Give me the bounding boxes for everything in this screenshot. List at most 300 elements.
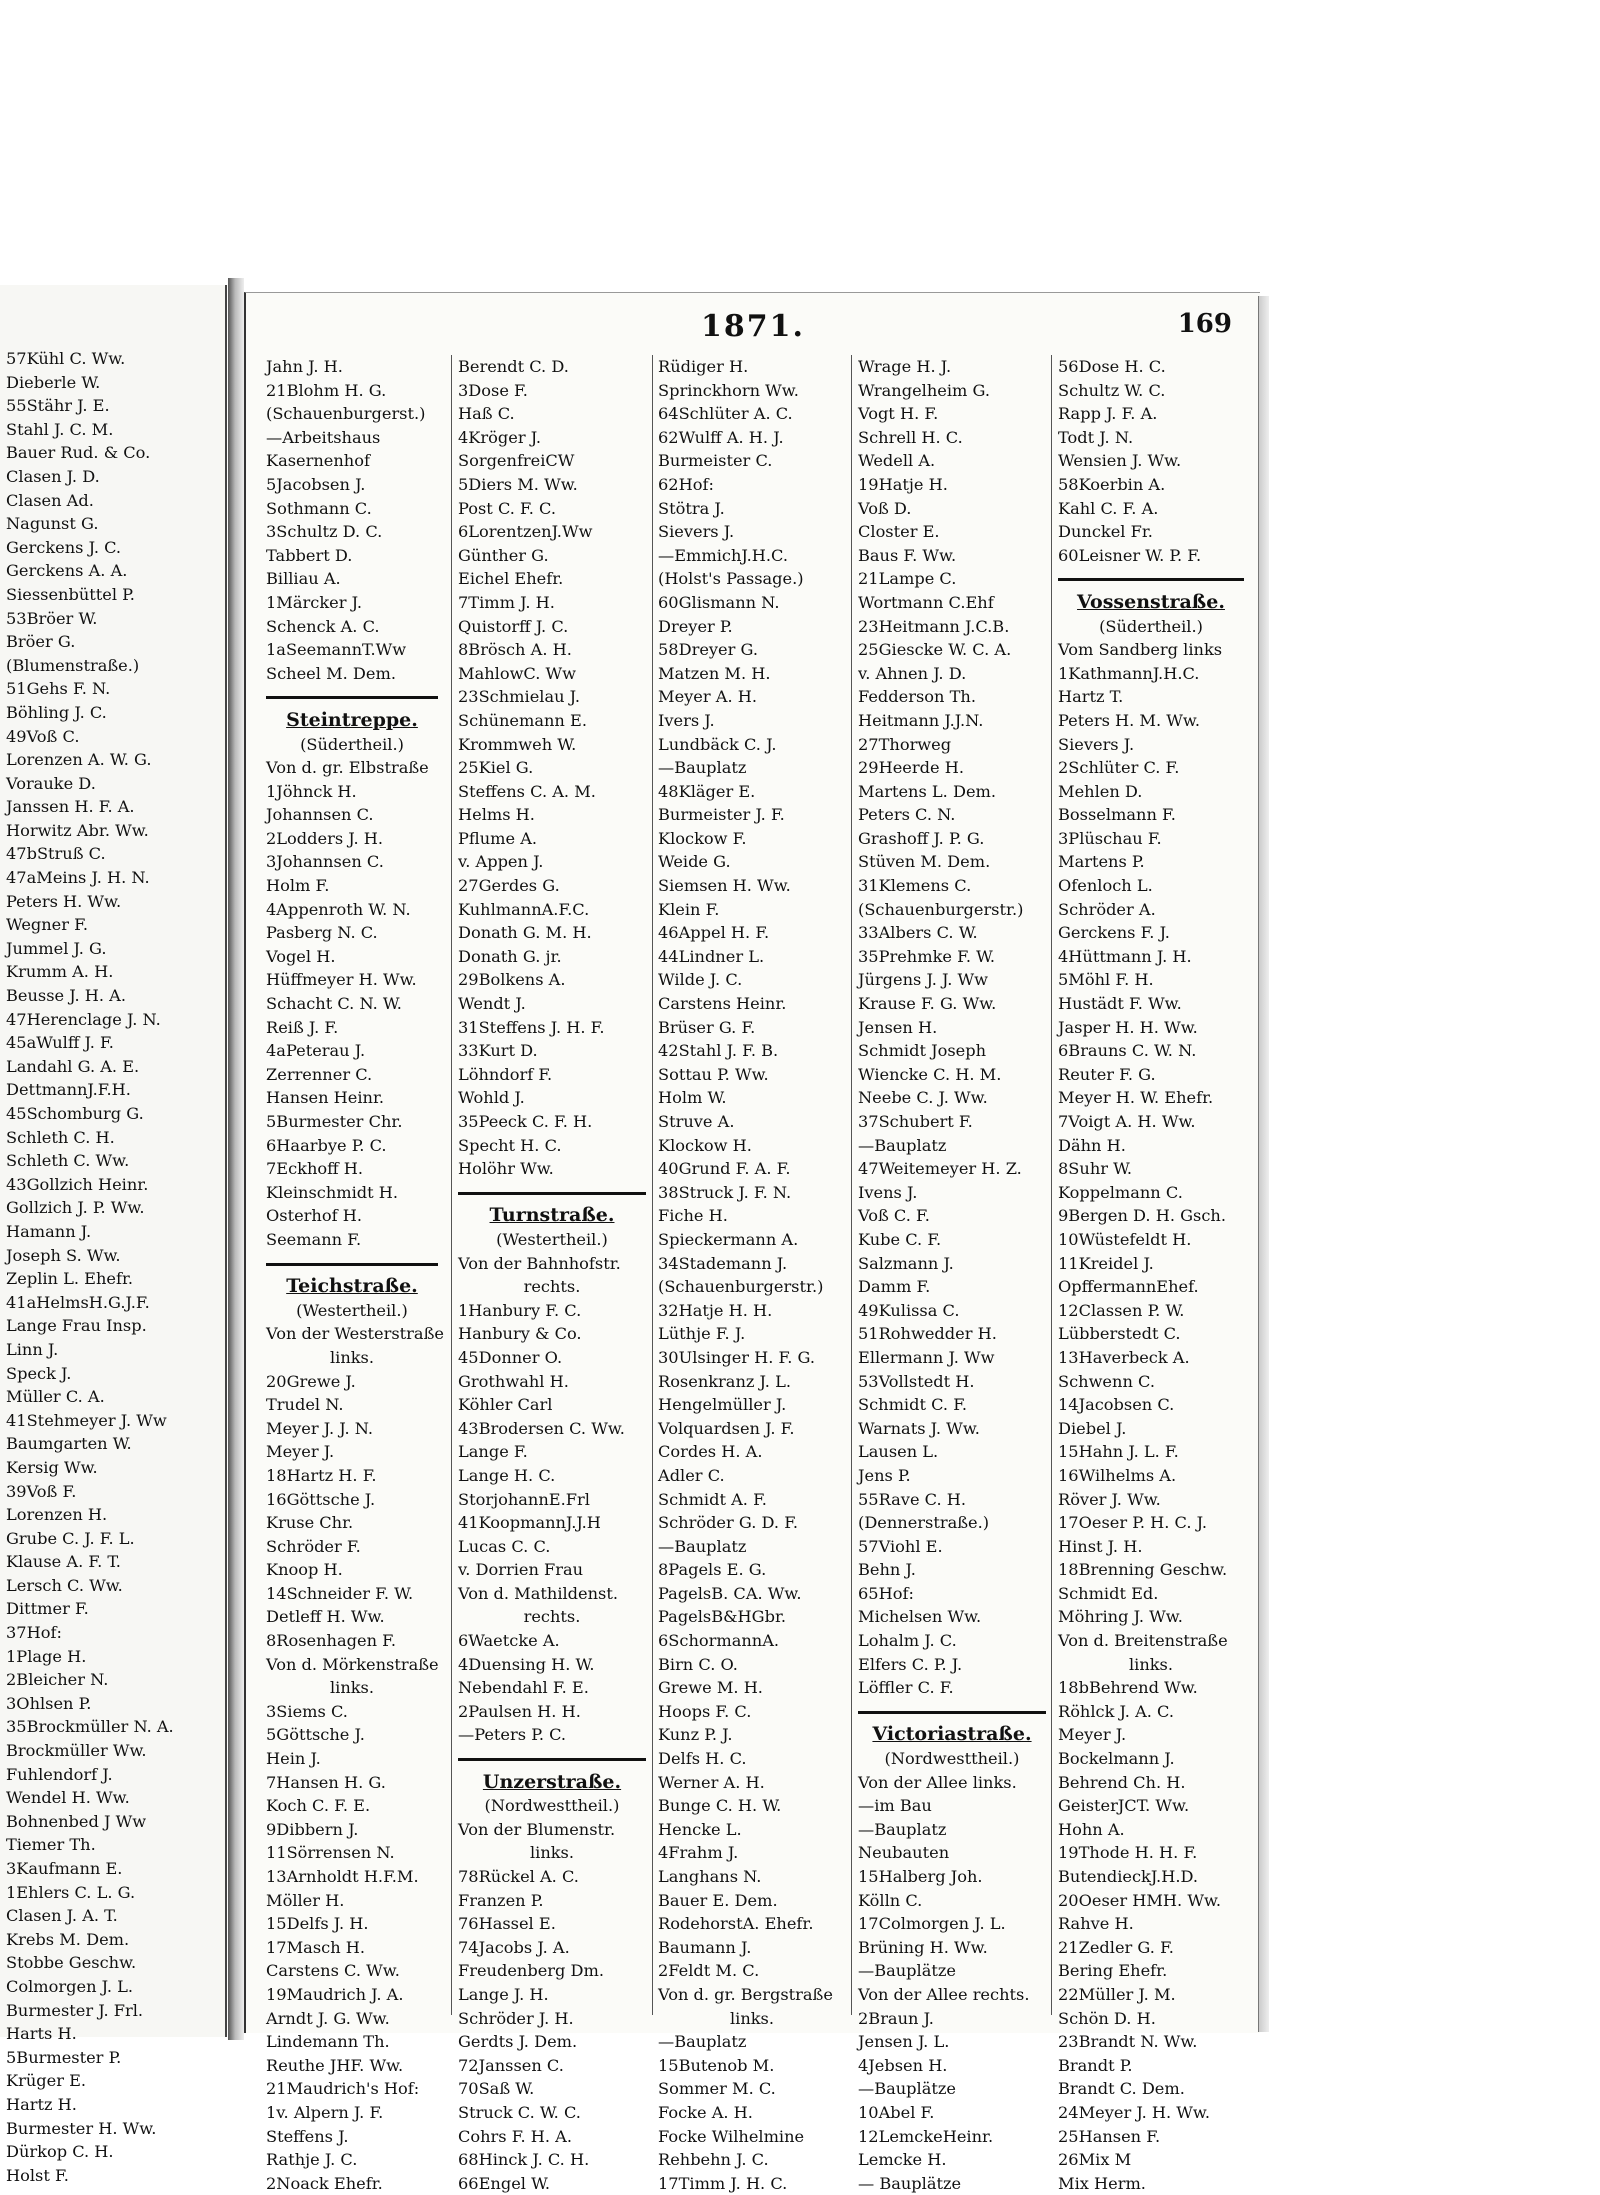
directory-entry: 38Struck J. F. N.	[658, 1182, 792, 1202]
directory-entry: 49Voß C.	[6, 726, 80, 746]
directory-entry: Arndt J. G. Ww.	[266, 2008, 390, 2028]
directory-entry: 6Brauns C. W. N.	[1058, 1041, 1197, 1061]
directory-entry: 8Rosenhagen F.	[266, 1631, 396, 1651]
directory-entry: 24Meyer J. H. Ww.	[1058, 2102, 1211, 2122]
directory-entry: Dreyer P.	[658, 616, 733, 636]
directory-entry: 70Saß W.	[458, 2079, 535, 2099]
directory-entry: 4Hüttmann J. H.	[1058, 946, 1192, 966]
directory-entry: Günther G.	[458, 545, 549, 565]
directory-entry: 2Paulsen H. H.	[458, 1701, 581, 1721]
directory-entry: Stüven M. Dem.	[858, 852, 991, 872]
directory-entry: Rapp J. F. A.	[1058, 404, 1158, 424]
directory-entry: Volquardsen J. F.	[658, 1418, 795, 1438]
directory-entry: Tiemer Th.	[6, 1835, 96, 1855]
directory-entry: Lindemann Th.	[266, 2032, 390, 2052]
directory-entry: Bauer E. Dem.	[658, 1890, 778, 1910]
directory-entry: Nebendahl F. E.	[458, 1678, 589, 1698]
directory-entry: (Schauenburgerstr.)	[658, 1277, 824, 1297]
page-edge	[1258, 296, 1269, 2032]
directory-entry: 53Vollstedt H.	[858, 1371, 975, 1391]
directory-entry: 68Hinck J. C. H.	[458, 2150, 590, 2170]
directory-entry: Neubauten	[858, 1843, 950, 1863]
directory-entry: Landahl G. A. E.	[6, 1056, 140, 1076]
directory-entry: Zerrenner C.	[266, 1064, 373, 1084]
page-header	[246, 309, 1260, 349]
directory-entry: 72Janssen C.	[458, 2055, 564, 2075]
directory-entry: (Schauenburgerstr.)	[858, 899, 1024, 919]
directory-entry: Klockow H.	[658, 1135, 752, 1155]
section-note: links.	[329, 1678, 375, 1698]
directory-entry: Jens P.	[858, 1465, 911, 1485]
directory-entry: Closter E.	[858, 522, 940, 542]
directory-entry: 6SchormannA.	[658, 1631, 780, 1651]
directory-entry: Hoops F. C.	[658, 1701, 752, 1721]
directory-entry: Baumann J.	[658, 1937, 752, 1957]
directory-entry: Freudenberg Dm.	[458, 1961, 605, 1981]
directory-entry: 21Zedler G. F.	[1058, 1937, 1174, 1957]
directory-entry: 8Pagels E. G.	[658, 1560, 767, 1580]
directory-entry: Diebel J.	[1058, 1418, 1127, 1438]
directory-entry: 4Kröger J.	[458, 427, 542, 447]
directory-entry: 12Classen P. W.	[1058, 1300, 1185, 1320]
directory-entry: 2Lodders J. H.	[266, 828, 384, 848]
directory-entry: SorgenfreiCW	[458, 451, 575, 471]
directory-entry: 64Schlüter A. C.	[658, 404, 793, 424]
directory-entry: 1v. Alpern J. F.	[266, 2102, 384, 2122]
directory-entry: 1Jöhnck H.	[266, 781, 357, 801]
directory-entry: Lange H. C.	[458, 1465, 556, 1485]
directory-entry: Behrend Ch. H.	[1058, 1772, 1186, 1792]
directory-entry: Jasper H. H. Ww.	[1058, 1017, 1198, 1037]
directory-entry: —Bauplatz	[658, 1536, 747, 1556]
directory-entry: Schröder A.	[1058, 899, 1156, 919]
directory-entry: Eichel Ehefr.	[458, 569, 564, 589]
directory-entry: 44Lindner L.	[658, 946, 765, 966]
directory-entry: Hartz H.	[6, 2094, 77, 2114]
directory-entry: 33Kurt D.	[458, 1041, 538, 1061]
directory-entry: Schacht C. N. W.	[266, 994, 402, 1014]
directory-entry: 15Butenob M.	[658, 2055, 775, 2075]
directory-entry: (Holst's Passage.)	[658, 569, 804, 589]
directory-entry: 34Stademann J.	[658, 1253, 788, 1273]
directory-entry: 3Johannsen C.	[266, 852, 384, 872]
directory-entry: Kunz P. J.	[658, 1725, 733, 1745]
directory-entry: 14Schneider F. W.	[266, 1583, 414, 1603]
directory-entry: Steffens C. A. M.	[458, 781, 596, 801]
directory-entry: Schwenn C.	[1058, 1371, 1155, 1391]
directory-entry: Sothmann C.	[266, 498, 372, 518]
directory-entry: Sprinckhorn Ww.	[658, 380, 799, 400]
directory-entry: Knoop H.	[266, 1560, 343, 1580]
previous-page-column	[6, 347, 224, 2187]
directory-entry: Wiencke C. H. M.	[858, 1064, 1002, 1084]
directory-entry: 51Rohwedder H.	[858, 1324, 997, 1344]
directory-page	[244, 292, 1260, 2193]
directory-entry: 13Arnholdt H.F.M.	[266, 1867, 419, 1886]
directory-entry: Ofenloch L.	[1058, 876, 1153, 896]
directory-entry: Peters H. M. Ww.	[1058, 710, 1201, 730]
directory-entry: Lersch C. Ww.	[6, 1575, 123, 1595]
directory-entry: Bauer Rud. & Co.	[6, 443, 151, 463]
directory-entry: Schröder G. D. F.	[658, 1513, 799, 1533]
directory-entry: Vorauke D.	[6, 773, 96, 793]
directory-entry: Meyer J.	[1058, 1725, 1127, 1745]
directory-entry: 66Engel W.	[458, 2173, 551, 2193]
directory-entry: —Peters P. C.	[458, 1725, 567, 1745]
directory-entry: Bröer G.	[6, 632, 76, 652]
column-divider	[851, 355, 852, 2015]
directory-entry: Struck C. W. C.	[458, 2102, 581, 2122]
directory-entry: 49Kulissa C.	[858, 1300, 960, 1320]
directory-entry: Focke A. H.	[658, 2102, 753, 2122]
directory-entry: Baumgarten W.	[6, 1434, 132, 1454]
directory-entry: 4aPeterau J.	[266, 1041, 366, 1061]
directory-entry: Ellermann J. Ww	[858, 1347, 995, 1367]
directory-entry: Gerckens A. A.	[6, 561, 128, 581]
directory-entry: 9Dibbern J.	[266, 1819, 359, 1839]
directory-entry: Hüffmeyer H. Ww.	[266, 970, 417, 990]
directory-entry: Berendt C. D.	[458, 357, 569, 376]
directory-entry: 5Burmester Chr.	[266, 1112, 403, 1131]
directory-entry: 19Thode H. H. F.	[1058, 1843, 1198, 1863]
directory-entry: Wohld J.	[458, 1088, 525, 1108]
directory-entry: 31Steffens J. H. F.	[458, 1017, 605, 1037]
directory-entry: — Bauplätze	[858, 2173, 962, 2193]
directory-entry: 37Hof:	[6, 1623, 62, 1643]
directory-entry: Krumm A. H.	[6, 962, 114, 982]
directory-entry: Sottau P. Ww.	[658, 1064, 769, 1084]
directory-entry: OpffermannEhef.	[1058, 1277, 1199, 1297]
directory-entry: 47Herenclage J. N.	[6, 1009, 161, 1029]
directory-entry: Wilde J. C.	[658, 970, 743, 990]
directory-entry: Schmidt Ed.	[1058, 1583, 1159, 1603]
directory-entry: 5Diers M. Ww.	[458, 474, 578, 494]
directory-entry: Gollzich J. P. Ww.	[6, 1198, 145, 1218]
directory-entry: Hinst J. H.	[1058, 1536, 1143, 1556]
directory-entry: PagelsB. CA. Ww.	[658, 1583, 802, 1603]
directory-entry: GeisterJCT. Ww.	[1058, 1796, 1190, 1816]
directory-entry: Lüthje F. J.	[658, 1324, 746, 1344]
directory-entry: Haß C.	[458, 404, 515, 424]
directory-entry: 13Haverbeck A.	[1058, 1347, 1190, 1367]
directory-entry: Möller H.	[266, 1890, 345, 1910]
column-divider	[652, 355, 653, 2015]
directory-entry: 1Hanbury F. C.	[458, 1300, 582, 1320]
section-note: (Nordwesttheil.)	[484, 1796, 620, 1816]
directory-entry: Jahn J. H.	[266, 357, 343, 376]
directory-entry: Quistorff J. C.	[458, 616, 569, 636]
directory-entry: Wrangelheim G.	[858, 380, 991, 400]
directory-entry: Jürgens J. J. Ww	[858, 970, 989, 990]
directory-entry: Wendt J.	[458, 994, 526, 1014]
directory-entry: 5Burmester P.	[6, 2047, 122, 2067]
directory-entry: Spieckermann A.	[658, 1229, 799, 1249]
directory-entry: 11Kreidel J.	[1058, 1253, 1154, 1273]
section-note: (Nordwesttheil.)	[884, 1749, 1020, 1769]
directory-entry: Von der Westerstraße	[266, 1324, 444, 1344]
directory-entry: Dürkop C. H.	[6, 2142, 114, 2162]
directory-entry: Donath G. M. H.	[458, 923, 592, 943]
directory-entry: Wegner F.	[6, 915, 89, 935]
directory-entry: Kersig Ww.	[6, 1457, 98, 1477]
directory-entry: Hamann J.	[6, 1221, 92, 1241]
directory-entry: Burmeister C.	[658, 451, 773, 471]
directory-entry: 35Brockmüller N. A.	[6, 1717, 174, 1737]
directory-entry: Bering Ehefr.	[1058, 1961, 1168, 1981]
directory-entry: —Arbeitshaus	[266, 427, 381, 447]
directory-entry: Rathje J. C.	[266, 2150, 358, 2170]
directory-entry: Böhling J. C.	[6, 702, 107, 722]
column-3	[658, 355, 846, 2193]
directory-entry: Lohalm J. C.	[858, 1631, 957, 1651]
directory-entry: 29Bolkens A.	[458, 970, 566, 990]
directory-entry: Wrage H. J.	[858, 357, 952, 376]
directory-entry: Osterhof H.	[266, 1206, 362, 1226]
directory-entry: 55Rave C. H.	[858, 1489, 967, 1509]
directory-entry: Gerckens J. C.	[6, 537, 122, 557]
directory-entry: —Bauplatz	[658, 2032, 747, 2052]
directory-entry: 41aHelmsH.G.J.F.	[6, 1292, 150, 1312]
directory-entry: Wortmann C.Ehf	[858, 592, 994, 612]
directory-entry: 76Hassel E.	[458, 1914, 556, 1934]
street-heading: Unzerstraße.	[482, 1770, 622, 1793]
directory-entry: 5Jacobsen J.	[266, 474, 366, 494]
section-note: rechts.	[523, 1607, 581, 1627]
directory-entry: Burmeister J. F.	[658, 805, 785, 825]
directory-entry: 45Donner O.	[458, 1347, 563, 1367]
directory-entry: Gerckens F. J.	[1058, 923, 1170, 943]
section-separator	[458, 1747, 646, 1771]
directory-entry: Nagunst G.	[6, 514, 99, 534]
directory-entry: 18bBehrend Ww.	[1058, 1678, 1198, 1698]
directory-entry: Sommer M. C.	[658, 2079, 776, 2099]
directory-entry: (Dennerstraße.)	[858, 1513, 990, 1533]
directory-entry: Gerdts J. Dem.	[458, 2032, 578, 2052]
directory-entry: Hartz T.	[1058, 687, 1124, 707]
directory-entry: Brüser G. F.	[658, 1017, 756, 1037]
directory-entry: Fedderson Th.	[858, 687, 976, 707]
directory-entry: 8Suhr W.	[1058, 1159, 1133, 1179]
directory-entry: v. Ahnen J. D.	[858, 663, 967, 683]
section-separator	[266, 685, 438, 709]
directory-entry: Schröder J. H.	[458, 2008, 574, 2028]
directory-entry: Krommweh W.	[458, 734, 577, 754]
directory-entry: DettmannJ.F.H.	[6, 1080, 131, 1100]
directory-entry: 25Kiel G.	[458, 758, 534, 778]
directory-entry: Speck J.	[6, 1363, 72, 1383]
street-heading: Teichstraße.	[286, 1275, 418, 1298]
directory-entry: 16Wilhelms A.	[1058, 1465, 1177, 1485]
directory-entry: Grube C. J. F. L.	[6, 1528, 135, 1548]
directory-entry: —EmmichJ.H.C.	[658, 545, 788, 565]
directory-entry: 6Haarbye P. C.	[266, 1135, 387, 1155]
directory-entry: Klockow F.	[658, 828, 747, 848]
directory-entry: Warnats J. Ww.	[858, 1418, 980, 1438]
directory-entry: 4Frahm J.	[658, 1843, 739, 1863]
directory-entry: 58Koerbin A.	[1058, 474, 1166, 494]
directory-entry: 2Feldt M. C.	[658, 1961, 760, 1981]
directory-entry: 62Wulff A. H. J.	[658, 427, 784, 447]
directory-entry: 3Ohlsen P.	[6, 1693, 92, 1713]
directory-entry: Röhlck J. A. C.	[1058, 1701, 1175, 1721]
directory-entry: Von d. Breitenstraße	[1058, 1631, 1228, 1651]
directory-entry: 74Jacobs J. A.	[458, 1937, 570, 1957]
directory-entry: Sievers J.	[658, 522, 735, 542]
directory-entry: Clasen J. D.	[6, 466, 100, 486]
directory-entry: Schmidt Joseph	[858, 1041, 987, 1061]
directory-entry: Müller C. A.	[6, 1387, 105, 1407]
directory-entry: 11Sörrensen N.	[266, 1843, 395, 1863]
directory-entry: Trudel N.	[266, 1395, 344, 1415]
directory-entry: Tabbert D.	[266, 545, 353, 565]
directory-entry: Baus F. Ww.	[858, 545, 957, 565]
directory-entry: Lange F.	[458, 1442, 528, 1462]
directory-entry: 19Hatje H.	[858, 474, 948, 494]
directory-entry: 3Plüschau F.	[1058, 828, 1162, 848]
directory-entry: 7Voigt A. H. Ww.	[1058, 1112, 1196, 1131]
directory-entry: Helms H.	[458, 805, 535, 825]
directory-entry: Franzen P.	[458, 1890, 544, 1910]
directory-entry: 37Schubert F.	[858, 1112, 973, 1131]
directory-entry: Clasen J. A. T.	[6, 1906, 118, 1926]
directory-entry: Holöhr Ww.	[458, 1159, 554, 1179]
directory-entry: 26Mix M	[1058, 2150, 1132, 2170]
directory-entry: 14Jacobsen C.	[1058, 1395, 1175, 1415]
column-4	[858, 355, 1046, 2193]
directory-entry: Schleth C. Ww.	[6, 1151, 130, 1171]
directory-entry: Schultz W. C.	[1058, 380, 1166, 400]
directory-entry: 57Kühl C. Ww.	[6, 349, 126, 368]
directory-entry: 3Dose F.	[458, 380, 528, 400]
directory-entry: 43Brodersen C. Ww.	[458, 1418, 625, 1438]
directory-entry: 1Ehlers C. L. G.	[6, 1882, 136, 1902]
directory-entry: Kube C. F.	[858, 1229, 942, 1249]
directory-entry: —Bauplatz	[658, 758, 747, 778]
directory-entry: 45aWulff J. F.	[6, 1033, 114, 1053]
directory-entry: Von d. Mathildenst.	[458, 1583, 619, 1603]
directory-entry: —Bauplätze	[858, 2079, 956, 2099]
directory-entry: Brandt P.	[1058, 2055, 1133, 2075]
section-note: links.	[329, 1347, 375, 1367]
directory-entry: Stobbe Geschw.	[6, 1953, 137, 1973]
directory-entry: Neebe C. J. Ww.	[858, 1088, 988, 1108]
directory-entry: Cohrs F. H. A.	[458, 2126, 572, 2146]
section-separator	[458, 1181, 646, 1205]
directory-entry: Lange J. H.	[458, 1984, 549, 2004]
directory-entry: PagelsB&HGbr.	[658, 1607, 787, 1627]
directory-entry: Fiche H.	[658, 1206, 728, 1226]
directory-entry: 35Prehmke F. W.	[858, 946, 996, 966]
directory-entry: Holm F.	[266, 876, 330, 896]
directory-entry: Martens L. Dem.	[858, 781, 997, 801]
directory-entry: Lausen L.	[858, 1442, 939, 1462]
directory-entry: Specht H. C.	[458, 1135, 562, 1155]
directory-entry: Hansen Heinr.	[266, 1088, 385, 1108]
directory-entry: 41KoopmannJ.J.H	[458, 1513, 601, 1533]
directory-entry: Kruse Chr.	[266, 1513, 354, 1533]
section-note: links.	[1128, 1654, 1174, 1674]
directory-entry: —Bauplatz	[858, 1135, 947, 1155]
page-number: 169	[1177, 309, 1232, 339]
directory-entry: 8Brösch A. H.	[458, 640, 572, 660]
directory-entry: Rehbehn J. C.	[658, 2150, 769, 2170]
directory-entry: 17Colmorgen J. L.	[858, 1914, 1006, 1934]
directory-entry: Elfers C. P. J.	[858, 1654, 963, 1674]
directory-entry: Pflume A.	[458, 828, 538, 848]
directory-entry: Brockmüller Ww.	[6, 1741, 147, 1761]
directory-entry: Grashoff J. P. G.	[858, 828, 985, 848]
directory-entry: Lange Frau Insp.	[6, 1316, 147, 1336]
directory-entry: 1Plage H.	[6, 1646, 87, 1666]
directory-entry: 47Weitemeyer H. Z.	[858, 1159, 1022, 1179]
directory-entry: 4Jebsen H.	[858, 2055, 948, 2075]
directory-entry: 19Maudrich J. A.	[266, 1984, 404, 2004]
directory-entry: Von d. gr. Bergstraße	[658, 1984, 833, 2004]
directory-entry: 6Waetcke A.	[458, 1631, 560, 1651]
directory-entry: Cordes H. A.	[658, 1442, 763, 1462]
directory-entry: 1KathmannJ.H.C.	[1058, 663, 1200, 683]
directory-entry: Kahl C. F. A.	[1058, 498, 1159, 518]
directory-entry: Hengelmüller J.	[658, 1395, 787, 1415]
directory-entry: Hustädt F. Ww.	[1058, 994, 1182, 1014]
directory-entry: Dieberle W.	[6, 372, 101, 392]
directory-entry: Meyer A. H.	[658, 687, 758, 707]
directory-entry: MahlowC. Ww	[458, 663, 577, 683]
directory-entry: (Schauenburgerst.)	[266, 404, 426, 424]
directory-entry: Detleff H. Ww.	[266, 1607, 385, 1627]
directory-entry: Adler C.	[658, 1465, 725, 1485]
directory-entry: Langhans N.	[658, 1867, 762, 1886]
directory-entry: 25Giescke W. C. A.	[858, 640, 1012, 660]
directory-entry: Brüning H. Ww.	[858, 1937, 988, 1957]
directory-entry: Vogel H.	[266, 946, 336, 966]
directory-entry: Rüdiger H.	[658, 357, 749, 376]
directory-entry: 12LemckeHeinr.	[858, 2126, 994, 2146]
directory-entry: Colmorgen J. L.	[6, 1976, 134, 1996]
section-note: links.	[729, 2008, 775, 2028]
directory-entry: 48Kläger E.	[658, 781, 756, 801]
directory-entry: Michelsen Ww.	[858, 1607, 982, 1627]
directory-entry: Heitmann J.J.N.	[858, 710, 984, 730]
section-note: links.	[529, 1843, 575, 1863]
directory-entry: Krebs M. Dem.	[6, 1929, 130, 1949]
directory-entry: 4Appenroth W. N.	[266, 899, 411, 919]
directory-entry: Peters C. N.	[858, 805, 956, 825]
directory-entry: Löhndorf F.	[458, 1064, 553, 1084]
directory-entry: Carstens Heinr.	[658, 994, 787, 1014]
directory-entry: Meyer J.	[266, 1442, 335, 1462]
directory-entry: 2Bleicher N.	[6, 1670, 109, 1690]
section-note: (Südertheil.)	[300, 734, 404, 754]
directory-entry: Von der Allee links.	[858, 1772, 1017, 1792]
directory-entry: 32Hatje H. H.	[658, 1300, 773, 1320]
directory-entry: Siemsen H. Ww.	[658, 876, 791, 896]
directory-entry: 20Oeser HMH. Ww.	[1058, 1890, 1222, 1910]
directory-entry: Stötra J.	[658, 498, 725, 518]
directory-entry: 56Dose H. C.	[1058, 357, 1166, 376]
directory-entry: 1Märcker J.	[266, 592, 362, 612]
directory-entry: Dunckel Fr.	[1058, 522, 1153, 542]
directory-entry: KuhlmannA.F.C.	[458, 899, 590, 919]
directory-entry: Jensen H.	[858, 1017, 938, 1037]
directory-entry: 6LorentzenJ.Ww	[458, 522, 593, 542]
directory-entry: Jensen J. L.	[858, 2032, 950, 2052]
section-separator	[858, 1700, 1046, 1724]
directory-entry: 30Ulsinger H. F. G.	[658, 1347, 816, 1367]
directory-entry: 22Müller J. M.	[1058, 1984, 1176, 2004]
directory-entry: 47aMeins J. H. N.	[6, 868, 150, 888]
directory-entry: Jummel J. G.	[6, 938, 107, 958]
